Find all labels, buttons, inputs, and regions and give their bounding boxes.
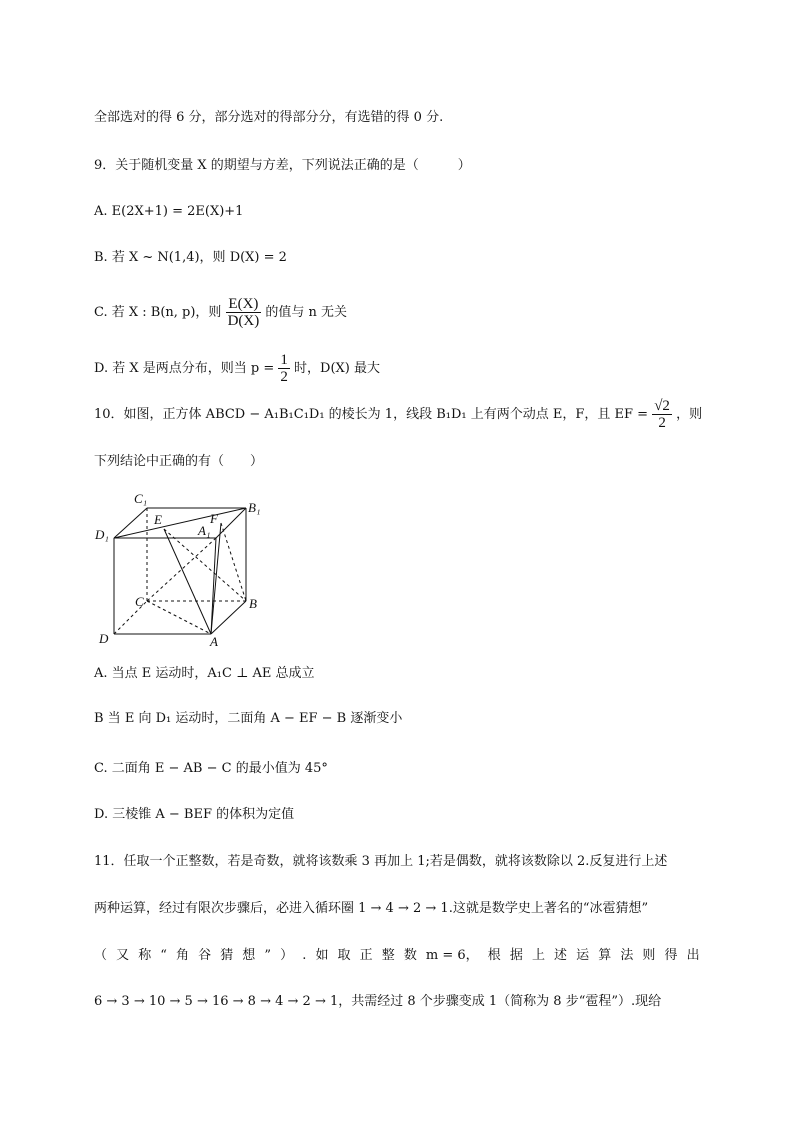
q11-line3-part: ” <box>264 948 272 963</box>
q9-option-c <box>94 294 347 332</box>
q9-option-c-pre: C. 若 X : B(n, p)，则 <box>94 305 222 320</box>
q9-option-b: B. 若 X ~ N(1,4)，则 D(X) = 2 <box>94 250 287 265</box>
label-B: B <box>249 596 257 611</box>
q11-line3-part: . <box>302 948 307 963</box>
edge-E-A <box>164 529 211 634</box>
cube-figure <box>94 488 274 648</box>
q11-line3-part: “ <box>160 948 167 963</box>
q11-line3-part: 如 <box>315 948 329 963</box>
q10-option-b: B 当 E 向 D₁ 运动时，二面角 A − EF − B 逐渐变小 <box>94 711 403 726</box>
q9-option-d-post: 时，D(X) 最大 <box>294 361 380 376</box>
q10-option-c: C. 二面角 E − AB − C 的最小值为 45° <box>94 761 328 776</box>
q11-line2: 两种运算，经过有限次步骤后，必进入循环圈 1 → 4 → 2 → 1.这就是数学史上著名的“冰雹猜想” <box>94 901 649 916</box>
q11-line3-part: 上 <box>531 948 545 963</box>
label-D1: D₁ <box>95 527 109 542</box>
q11-line3-part: 算 <box>598 948 612 963</box>
q10-ef-fraction <box>652 398 672 431</box>
q10-option-d: D. 三棱锥 A − BEF 的体积为定值 <box>94 807 295 822</box>
q10-stem <box>94 396 702 434</box>
q11-line3-part: 述 <box>554 948 568 963</box>
q11-line3-part: 取 <box>337 948 351 963</box>
q9-option-d <box>94 350 380 388</box>
q11-line3-part: 根 <box>487 948 501 963</box>
label-E: E <box>154 512 162 527</box>
q11-line3-part: ） <box>280 948 294 963</box>
label-F: F <box>210 511 218 526</box>
q11-line3-part: 想 <box>242 948 256 963</box>
q11-line3-part: 运 <box>576 948 590 963</box>
edge-D1-B1 <box>114 508 246 538</box>
hidden-edge-A1-C <box>147 538 216 601</box>
q11-line4: 6 → 3 → 10 → 5 → 16 → 8 → 4 → 2 → 1，共需经过 8 个步骤变成 1（简称为 8 步“雹程”）.现给 <box>94 994 662 1009</box>
q9-option-d-fraction <box>278 352 290 385</box>
intro-line: 全部选对的得 6 分，部分选对的得部分分，有选错的得 0 分. <box>94 110 444 125</box>
q9-option-d-pre: D. 若 X 是两点分布，则当 p = <box>94 361 275 376</box>
hidden-edge-E-B <box>164 529 246 601</box>
q11-line3-part: 得 <box>664 948 678 963</box>
q10-stem-pre: 10．如图，正方体 ABCD − A₁B₁C₁D₁ 的棱长为 1，线段 B₁D₁ 上有两个动点 E，F，且 EF = <box>94 407 649 422</box>
q10-ef-denominator: 2 <box>658 415 666 431</box>
q11-line3-part: 又 <box>116 948 130 963</box>
label-D: D <box>99 631 109 646</box>
q10-option-a: A. 当点 E 运动时，A₁C ⊥ AE 总成立 <box>94 666 315 681</box>
q11-line3 <box>94 946 700 966</box>
hidden-edge-F-B <box>221 523 246 601</box>
q9-c-numerator: E(X) <box>226 296 262 313</box>
q11-line3-part: 正 <box>359 948 373 963</box>
q11-line3-part: 法 <box>620 948 634 963</box>
q9-c-denominator: D(X) <box>227 313 260 329</box>
q10-ef-numerator: √2 <box>654 398 670 414</box>
q11-line3-part: 整 <box>381 948 395 963</box>
q11-line3-part: 据 <box>509 948 523 963</box>
q11-line3-part: 称 <box>138 948 152 963</box>
q11-line3-part: 猜 <box>220 948 234 963</box>
label-C: C <box>135 594 144 609</box>
q9-option-c-post: 的值与 n 无关 <box>265 305 348 320</box>
label-A: A <box>210 634 218 648</box>
edge-D1-C1 <box>114 508 147 538</box>
q10-stem-line2: 下列结论中正确的有（ ） <box>94 454 264 469</box>
q11-line3-part: 则 <box>642 948 656 963</box>
hidden-edge-C-A <box>147 601 211 634</box>
q11-line3-part: 出 <box>686 948 700 963</box>
q9-stem: 9．关于随机变量 X 的期望与方差，下列说法正确的是（ ） <box>94 158 471 173</box>
q10-stem-post: ，则 <box>676 407 703 422</box>
label-C1: C₁ <box>134 491 148 506</box>
q9-option-a: A. E(2X+1) = 2E(X)+1 <box>94 204 244 219</box>
q9-d-denominator: 2 <box>280 369 288 385</box>
q11-line3-part: 数 <box>403 948 417 963</box>
q11-line3-part: 谷 <box>198 948 212 963</box>
q9-d-numerator: 1 <box>280 352 288 368</box>
edge-A-B <box>211 601 246 634</box>
q11-line3-part: 角 <box>176 948 190 963</box>
label-A1: A₁ <box>198 523 211 538</box>
q9-option-c-fraction <box>226 296 262 329</box>
q11-line3-part: （ <box>94 948 108 963</box>
label-B1: B₁ <box>248 500 261 515</box>
q11-line3-part: m = 6， <box>425 948 479 963</box>
q11-line1: 11．任取一个正整数，若是奇数，就将该数乘 3 再加上 1;若是偶数，就将该数除以 2.反复进行上述 <box>94 854 668 869</box>
